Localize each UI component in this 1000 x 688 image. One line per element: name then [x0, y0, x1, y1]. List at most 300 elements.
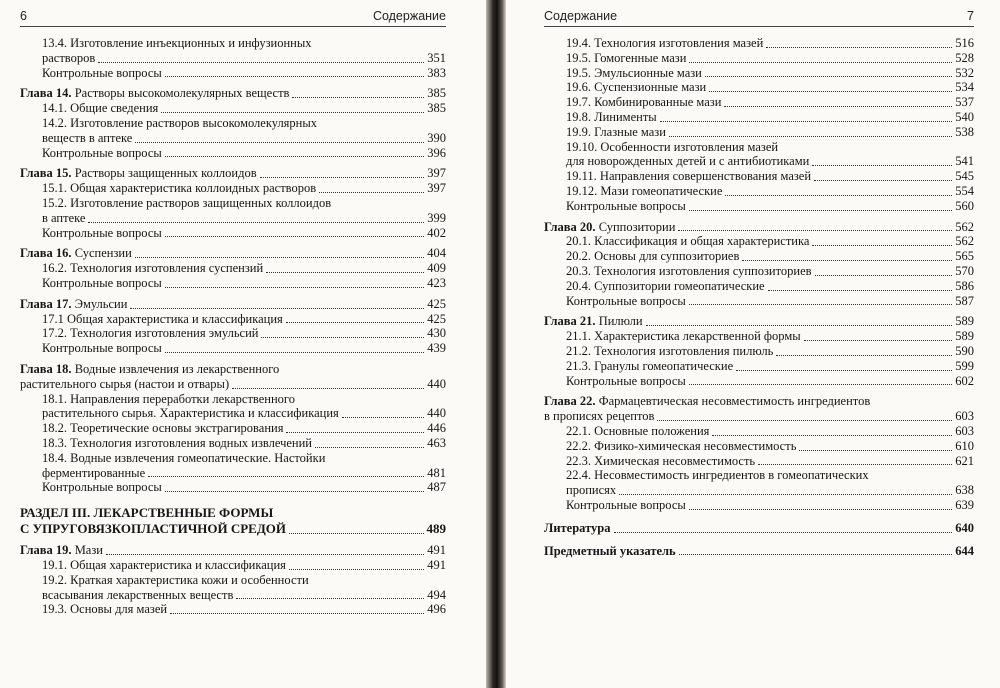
entry-text: Фармацевтическая несовместимость ингредиентов — [598, 394, 871, 409]
entry-line — [566, 140, 974, 155]
entry-text: Контрольные вопросы — [42, 480, 162, 495]
entry-text: ферментированные — [42, 465, 146, 480]
entry-line — [566, 51, 974, 66]
entry-line — [20, 521, 446, 537]
entry-text: 20.1. Классификация и общая характеристика — [566, 234, 810, 249]
toc-subsection — [544, 199, 974, 214]
entry-text: 20.3. Технология изготовления суппозиториев — [566, 263, 812, 278]
entry-title — [42, 312, 283, 327]
entry-text: растительного сырья (настои и отвары) — [20, 376, 230, 391]
entry-text: 14.2. Изготовление растворов высокомолекулярных — [42, 115, 318, 130]
entry-line — [566, 80, 974, 95]
page-ref: 586 — [955, 278, 974, 293]
entry-title — [566, 454, 755, 469]
section-entry — [20, 505, 446, 537]
entry-title — [42, 101, 158, 116]
page-ref: 516 — [955, 36, 974, 50]
entry-text: Пилюли — [598, 314, 643, 329]
entry-line — [42, 326, 446, 341]
toc-subsection — [544, 51, 974, 66]
dot-leader — [135, 257, 424, 258]
entry-line — [42, 36, 446, 51]
entry-line — [42, 312, 446, 327]
entry-line — [20, 246, 446, 261]
entry-line — [566, 483, 974, 498]
toc-subsection — [20, 146, 446, 161]
page-ref: 390 — [427, 130, 446, 145]
entry-line — [544, 521, 974, 536]
entry-title — [566, 294, 686, 309]
entry-text: 20.4. Суппозитории гомеопатические — [566, 278, 765, 293]
entry-text: 20.2. Основы для суппозиториев — [566, 249, 740, 264]
entry-line — [42, 116, 446, 131]
entry-title — [544, 409, 654, 424]
entry-title — [566, 110, 657, 125]
entry-title — [566, 439, 796, 454]
entry-text: 19.2. Краткая характеристика кожи и особенности — [42, 572, 309, 587]
entry-title — [42, 146, 162, 161]
entry-text: Контрольные вопросы — [42, 225, 162, 240]
page-ref: 487 — [427, 480, 446, 495]
entry-line — [566, 294, 974, 309]
page-header — [20, 9, 446, 33]
entry-line — [20, 297, 446, 312]
entry-line — [566, 424, 974, 439]
entry-line — [42, 480, 446, 495]
page-ref: 603 — [955, 423, 974, 438]
entry-title — [20, 362, 279, 377]
toc-subsection — [20, 392, 446, 422]
toc-subsection — [20, 480, 446, 495]
dot-leader — [725, 195, 952, 196]
entry-title — [20, 297, 127, 312]
dot-leader — [292, 97, 424, 98]
entry-text: веществ в аптеке — [42, 130, 133, 145]
page-ref: 425 — [427, 296, 446, 311]
toc-subsection — [544, 279, 974, 294]
page-ref: 496 — [427, 602, 446, 617]
entry-title — [42, 588, 233, 603]
entry-line — [42, 451, 446, 466]
table-of-contents — [544, 36, 974, 558]
entry-title — [42, 326, 258, 341]
entry-text: растительного сырья. Характеристика и классификация — [42, 406, 339, 421]
entry-line — [42, 181, 446, 196]
dot-leader — [736, 370, 952, 371]
entry-line — [42, 392, 446, 407]
entry-line — [20, 86, 446, 101]
entry-title — [566, 80, 706, 95]
dot-leader — [689, 210, 952, 211]
entry-line — [566, 264, 974, 279]
dot-leader — [289, 569, 424, 570]
final-entry — [544, 544, 974, 559]
entry-title — [42, 341, 162, 356]
dot-leader — [814, 180, 952, 181]
page-ref: 554 — [955, 183, 974, 198]
entry-line — [566, 110, 974, 125]
entry-line — [42, 196, 446, 211]
entry-title — [544, 314, 643, 329]
entry-title — [20, 505, 273, 521]
entry-line — [566, 95, 974, 110]
entry-title — [42, 558, 286, 573]
page-ref: 590 — [955, 343, 974, 358]
dot-leader — [776, 355, 952, 356]
page-ref: 385 — [427, 101, 446, 116]
chapter-entry — [544, 220, 974, 235]
page-number: 6 — [20, 9, 27, 23]
toc-subsection — [544, 36, 974, 51]
entry-line — [566, 359, 974, 374]
chapter-label: Глава 22. — [544, 394, 596, 409]
entry-line — [42, 131, 446, 146]
entry-text: 18.1. Направления переработки лекарственного — [42, 391, 295, 406]
entry-title — [42, 406, 339, 421]
entry-title — [566, 359, 733, 374]
entry-text: 21.1. Характеристика лекарственной формы — [566, 329, 801, 344]
dot-leader — [646, 325, 953, 326]
entry-line — [20, 377, 446, 392]
entry-text: Контрольные вопросы — [42, 65, 162, 80]
entry-text: 19.3. Основы для мазей — [42, 602, 168, 617]
entry-title — [566, 199, 686, 214]
dot-leader — [689, 509, 952, 510]
header-title: Содержание — [372, 9, 446, 23]
toc-subsection — [544, 498, 974, 513]
dot-leader — [342, 417, 424, 418]
entry-title — [566, 154, 809, 169]
dot-leader — [289, 533, 424, 534]
entry-title — [544, 220, 675, 235]
entry-title — [42, 451, 325, 466]
toc-subsection — [20, 602, 446, 617]
entry-line — [566, 36, 974, 51]
entry-line — [544, 394, 974, 409]
dot-leader — [130, 308, 424, 309]
entry-line — [566, 184, 974, 199]
toc-subsection — [20, 261, 446, 276]
entry-line — [42, 436, 446, 451]
page-ref: 565 — [955, 249, 974, 264]
header-title: Содержание — [544, 9, 618, 23]
chapter-entry — [20, 86, 446, 101]
entry-line — [42, 558, 446, 573]
entry-line — [566, 249, 974, 264]
entry-title — [566, 95, 721, 110]
dot-leader — [286, 432, 424, 433]
entry-text: Предметный указатель — [544, 543, 676, 558]
entry-text: Контрольные вопросы — [42, 145, 162, 160]
dot-leader — [689, 62, 952, 63]
page-ref: 532 — [955, 65, 974, 80]
entry-text: 16.2. Технология изготовления суспензий — [42, 261, 264, 276]
entry-line — [42, 276, 446, 291]
entry-line — [42, 261, 446, 276]
dot-leader — [724, 106, 952, 107]
entry-line — [566, 374, 974, 389]
right-page — [506, 0, 1000, 688]
entry-text: в аптеке — [42, 210, 86, 225]
page-ref: 602 — [955, 373, 974, 388]
page-ref: 489 — [426, 521, 446, 537]
entry-text: С УПРУГОВЯЗКОПЛАСТИЧНОЙ СРЕДОЙ — [20, 521, 286, 537]
entry-text: 19.9. Глазные мази — [566, 124, 666, 139]
dot-leader — [148, 476, 424, 477]
toc-subsection — [20, 451, 446, 481]
entry-line — [566, 498, 974, 513]
dot-leader — [266, 272, 424, 273]
entry-line — [566, 234, 974, 249]
entry-text: 13.4. Изготовление инъекционных и инфузионных — [42, 36, 312, 50]
entry-title — [20, 377, 229, 392]
entry-line — [544, 544, 974, 559]
entry-title — [42, 226, 162, 241]
dot-leader — [232, 388, 424, 389]
entry-text: в прописях рецептов — [544, 409, 655, 424]
chapter-label: Глава 20. — [544, 219, 596, 234]
dot-leader — [165, 76, 424, 77]
entry-line — [20, 505, 446, 521]
entry-title — [566, 424, 709, 439]
page-ref: 570 — [955, 263, 974, 278]
page-ref: 587 — [955, 293, 974, 308]
entry-text: Мази — [74, 543, 103, 558]
page-ref: 481 — [427, 465, 446, 480]
page-ref: 603 — [955, 409, 974, 424]
entry-text: Контрольные вопросы — [566, 497, 686, 512]
entry-title — [566, 483, 616, 498]
dot-leader — [165, 352, 424, 353]
page-ref: 562 — [955, 219, 974, 234]
entry-title — [566, 184, 722, 199]
entry-text: 18.2. Теоретические основы экстрагирования — [42, 421, 284, 436]
page-ref: 396 — [427, 145, 446, 160]
entry-title — [20, 543, 103, 558]
page-ref: 446 — [427, 421, 446, 436]
dot-leader — [678, 230, 952, 231]
chapter-label: Глава 21. — [544, 314, 596, 329]
chapter-entry — [544, 314, 974, 329]
page-ref: 385 — [427, 86, 446, 101]
entry-text: 19.11. Направления совершенствования мазей — [566, 169, 812, 184]
dot-leader — [657, 420, 952, 421]
entry-text: РАЗДЕЛ III. ЛЕКАРСТВЕННЫЕ ФОРМЫ — [20, 505, 274, 521]
dot-leader — [88, 222, 424, 223]
toc-subsection — [544, 140, 974, 170]
entry-title — [42, 116, 317, 131]
chapter-entry — [20, 297, 446, 312]
entry-title — [566, 36, 763, 51]
entry-text: 19.7. Комбинированные мази — [566, 95, 722, 110]
page-ref: 397 — [427, 181, 446, 196]
entry-title — [544, 544, 676, 559]
chapter-label: Глава 16. — [20, 246, 72, 261]
toc-subsection — [544, 80, 974, 95]
entry-title — [566, 279, 765, 294]
entry-title — [42, 602, 167, 617]
dot-leader — [170, 613, 424, 614]
chapter-label: Глава 14. — [20, 86, 72, 101]
dot-leader — [799, 450, 952, 451]
entry-title — [566, 249, 739, 264]
entry-text: 22.2. Физико-химическая несовместимость — [566, 438, 797, 453]
page-ref: 562 — [955, 234, 974, 249]
page-ref: 404 — [427, 246, 446, 261]
entry-text: Водные извлечения из лекарственного — [74, 361, 280, 376]
page-ref: 599 — [955, 358, 974, 373]
entry-text: Контрольные вопросы — [42, 275, 162, 290]
entry-text: 19.5. Эмульсионные мази — [566, 65, 702, 80]
page-ref: 491 — [427, 543, 446, 558]
dot-leader — [804, 340, 953, 341]
entry-text: Растворы высокомолекулярных веществ — [74, 86, 290, 101]
dot-leader — [614, 532, 953, 533]
entry-text: 19.4. Технология изготовления мазей — [566, 36, 764, 50]
dot-leader — [286, 322, 424, 323]
entry-title — [42, 573, 309, 588]
entry-text: Контрольные вопросы — [566, 293, 686, 308]
toc-subsection — [20, 573, 446, 603]
entry-title — [566, 234, 809, 249]
dot-leader — [812, 165, 952, 166]
dot-leader — [758, 464, 952, 465]
toc-subsection — [544, 359, 974, 374]
entry-text: Контрольные вопросы — [566, 198, 686, 213]
page-ref: 639 — [955, 497, 974, 512]
chapter-label: Глава 18. — [20, 361, 72, 376]
entry-title — [566, 498, 686, 513]
book-gutter — [486, 0, 506, 688]
entry-title — [544, 394, 870, 409]
toc-subsection — [20, 436, 446, 451]
dot-leader — [742, 260, 952, 261]
entry-line — [20, 543, 446, 558]
entry-text: 14.1. Общие сведения — [42, 101, 159, 116]
page-ref: 644 — [955, 543, 974, 558]
entry-line — [42, 602, 446, 617]
dot-leader — [689, 304, 952, 305]
toc-subsection — [544, 439, 974, 454]
entry-text: 18.4. Водные извлечения гомеопатические. Настойки — [42, 450, 326, 465]
entry-title — [42, 51, 95, 66]
entry-text: 19.6. Суспензионные мази — [566, 80, 707, 95]
dot-leader — [260, 177, 425, 178]
entry-text: 15.1. Общая характеристика коллоидных растворов — [42, 181, 317, 196]
entry-title — [20, 86, 289, 101]
entry-line — [566, 439, 974, 454]
page-ref: 589 — [955, 329, 974, 344]
entry-title — [566, 51, 686, 66]
entry-title — [42, 211, 85, 226]
entry-line — [42, 226, 446, 241]
entry-line — [566, 66, 974, 81]
entry-title — [42, 261, 263, 276]
entry-title — [566, 169, 811, 184]
chapter-label: Глава 15. — [20, 166, 72, 181]
chapter-entry — [20, 166, 446, 181]
toc-subsection — [544, 66, 974, 81]
entry-title — [20, 166, 257, 181]
entry-line — [20, 166, 446, 181]
entry-line — [566, 154, 974, 169]
page-ref: 383 — [427, 65, 446, 80]
chapter-label: Глава 19. — [20, 543, 72, 558]
toc-subsection — [544, 344, 974, 359]
toc-subsection — [544, 329, 974, 344]
page-ref: 589 — [955, 314, 974, 329]
entry-title — [42, 421, 283, 436]
entry-text: 22.4. Несовместимость ингредиентов в гомеопатических — [566, 468, 869, 483]
entry-line — [20, 362, 446, 377]
dot-leader — [135, 142, 424, 143]
final-entry — [544, 521, 974, 536]
dot-leader — [660, 121, 953, 122]
page-ref: 351 — [427, 50, 446, 65]
dot-leader — [709, 91, 952, 92]
page-ref: 538 — [955, 124, 974, 139]
entry-title — [566, 329, 801, 344]
entry-text: 17.1 Общая характеристика и классификация — [42, 311, 283, 326]
entry-title — [566, 264, 812, 279]
page-ref: 621 — [955, 453, 974, 468]
entry-title — [544, 521, 611, 536]
toc-subsection — [544, 125, 974, 140]
toc-subsection — [20, 326, 446, 341]
dot-leader — [315, 447, 424, 448]
dot-leader — [98, 62, 424, 63]
page-ref: 528 — [955, 50, 974, 65]
toc-subsection — [20, 116, 446, 146]
chapter-entry — [544, 394, 974, 424]
entry-title — [566, 468, 869, 483]
dot-leader — [165, 156, 424, 157]
dot-leader — [705, 76, 952, 77]
entry-title — [566, 140, 778, 155]
entry-line — [42, 51, 446, 66]
entry-line — [42, 341, 446, 356]
toc-subsection — [20, 226, 446, 241]
toc-subsection — [20, 558, 446, 573]
entry-text: 17.2. Технология изготовления эмульсий — [42, 326, 259, 341]
dot-leader — [766, 47, 952, 48]
toc-subsection — [20, 101, 446, 116]
entry-text: 19.8. Линименты — [566, 109, 657, 124]
dot-leader — [679, 554, 953, 555]
entry-title — [42, 196, 331, 211]
toc-subsection — [544, 264, 974, 279]
entry-text: Суспензии — [74, 246, 132, 261]
entry-line — [566, 125, 974, 140]
page-ref: 397 — [427, 166, 446, 181]
entry-title — [42, 36, 312, 51]
entry-text: Литература — [544, 520, 611, 535]
page-ref: 425 — [427, 311, 446, 326]
toc-subsection — [544, 454, 974, 469]
dot-leader — [106, 554, 424, 555]
entry-line — [42, 406, 446, 421]
entry-text: 22.3. Химическая несовместимость — [566, 453, 756, 468]
chapter-entry — [20, 246, 446, 261]
dot-leader — [236, 598, 424, 599]
entry-title — [20, 521, 286, 537]
toc-subsection — [20, 66, 446, 81]
entry-text: прописях — [566, 483, 617, 498]
table-of-contents — [20, 36, 446, 617]
entry-text: 22.1. Основные положения — [566, 423, 710, 438]
entry-text: всасывания лекарственных веществ — [42, 587, 234, 602]
toc-subsection — [20, 421, 446, 436]
